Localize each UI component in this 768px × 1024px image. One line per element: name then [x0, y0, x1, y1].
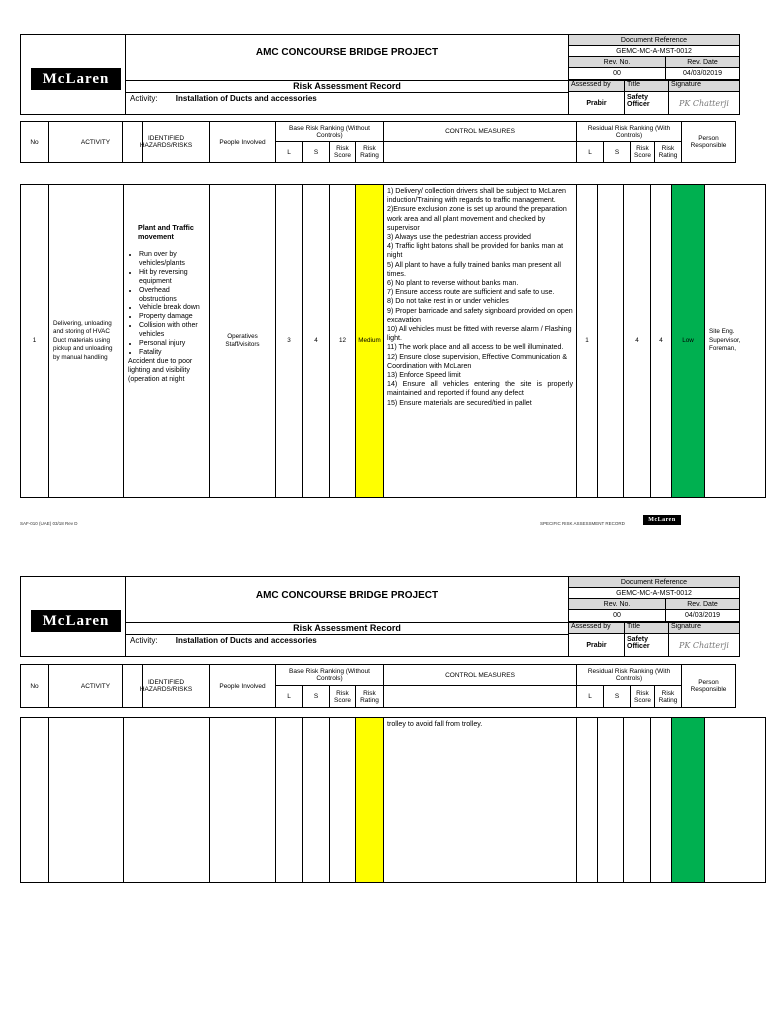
list-item: • Property damage — [139, 313, 205, 322]
footer-left: SAF-010 (UAE) 03/18 Rev D — [20, 521, 78, 526]
list-item: • Hit by reversing equipment — [139, 269, 205, 287]
res-rating-fill — [671, 717, 705, 883]
row-base-s: 4 — [302, 184, 330, 498]
row-base-score: 12 — [329, 184, 356, 498]
title-value: Safety Officer — [624, 91, 669, 115]
col-hazards: IDENTIFIED HAZARDS/RISKS — [122, 664, 210, 708]
table-row — [20, 717, 746, 883]
col-base-l: L — [275, 141, 303, 163]
column-header — [20, 121, 736, 163]
col-base-score: Risk Score — [329, 685, 356, 708]
control-item: 10) All vehicles must be fitted with reverse alarm / Flashing light. — [387, 325, 572, 343]
control-item: 14) Ensure all vehicles entering the site is properly maintained and reported if found any defect — [387, 380, 573, 398]
control-item: 6) No plant to reverse without banks man. — [387, 279, 519, 288]
col-res-s: S — [603, 685, 631, 708]
row-res-rating: Low — [671, 184, 705, 498]
record-title: Risk Assessment Record — [293, 623, 401, 633]
control-item: 4) Traffic light batons shall be provided for banks man at night — [387, 242, 564, 260]
assessed-by-label: Assessed by — [568, 622, 625, 634]
rev-date-label: Rev. Date — [665, 56, 740, 68]
control-item: 11) The work place and all access to be well illuminated. — [387, 343, 564, 352]
list-item: • Run over by vehicles/plants — [139, 251, 205, 269]
title-value: Safety Officer — [624, 633, 669, 657]
column-header — [20, 664, 736, 708]
col-base-group: Base Risk Ranking (Without Controls) — [275, 121, 384, 142]
col-res-score: Risk Score — [630, 685, 655, 708]
rev-no-label: Rev. No. — [568, 56, 666, 68]
assessed-by-value: Prabir — [568, 633, 625, 657]
record-title: Risk Assessment Record — [293, 81, 401, 91]
col-residual-group: Residual Risk Ranking (With Controls) — [576, 121, 682, 142]
col-base-s: S — [302, 141, 330, 163]
hazard-title: Plant and Traffic movement — [138, 223, 194, 241]
col-no: No — [20, 664, 49, 708]
base-rating-fill — [355, 717, 384, 883]
row-res-s: 4 — [623, 184, 651, 498]
signature-label: Signature — [668, 622, 740, 634]
list-item: • Fatality — [139, 349, 205, 358]
col-person: Person Responsible — [681, 121, 736, 163]
doc-ref-value: GEMC-MC-A-MST-0012 — [568, 587, 740, 599]
row-activity: Delivering, unloading and storing of HVAC Duct materials using pickup and unloading by manual handling — [53, 319, 113, 361]
signature-image: PK Chatterji — [668, 633, 740, 657]
list-item: • Vehicle break down — [139, 304, 205, 313]
rev-no-label: Rev. No. — [568, 598, 666, 610]
rev-no-value: 00 — [568, 609, 666, 622]
activity-label: Activity: — [130, 94, 158, 103]
list-item: • Collision with other vehicles — [139, 322, 205, 340]
col-res-rating: Risk Rating — [654, 685, 682, 708]
doc-ref-value: GEMC-MC-A-MST-0012 — [568, 45, 740, 57]
control-item: 8) Do not take rest in or under vehicles — [387, 297, 509, 306]
control-item: 12) Ensure close supervision, Effective Communication & Coordination with McLaren — [387, 352, 568, 370]
title-label: Title — [624, 80, 669, 92]
control-item: 5) All plant to have a fully trained banks man present all times. — [387, 260, 561, 278]
col-res-s: S — [603, 141, 631, 163]
col-base-l: L — [275, 685, 303, 708]
col-no: No — [20, 121, 49, 163]
rev-date-label: Rev. Date — [665, 598, 740, 610]
list-item: • Overhead obstructions — [139, 287, 205, 305]
col-res-rating: Risk Rating — [654, 141, 682, 163]
activity-label: Activity: — [130, 636, 158, 645]
col-base-rating: Risk Rating — [355, 685, 384, 708]
list-item: • Personal injury — [139, 340, 205, 349]
signature-image: PK Chatterji — [668, 91, 740, 115]
row-base-rating: Medium — [355, 184, 384, 498]
col-activity: ACTIVITY — [48, 121, 143, 163]
row-res-score: 4 — [650, 184, 672, 498]
col-base-rating: Risk Rating — [355, 141, 384, 163]
row-person: Site Eng. Supervisor, Foreman, — [709, 328, 741, 353]
rev-date-value: 04/03/02019 — [665, 67, 740, 80]
mclaren-logo: McLaren — [31, 610, 121, 632]
control-item: 7) Ensure access route are sufficient and safe to use. — [387, 288, 555, 297]
activity-value: Installation of Ducts and accessories — [175, 94, 317, 103]
hazard-list — [128, 251, 205, 358]
table-row — [20, 184, 746, 498]
mclaren-logo: McLaren — [31, 68, 121, 90]
doc-ref-label: Document Reference — [568, 34, 740, 46]
col-people: People Involved — [209, 121, 276, 163]
row-people: Operatives Staff/visitors — [209, 184, 276, 498]
control-item: 9) Proper barricade and safety signboard provided on open excavation — [387, 306, 573, 324]
col-hazards: IDENTIFIED HAZARDS/RISKS — [122, 121, 210, 163]
col-base-s: S — [302, 685, 330, 708]
rev-no-value: 00 — [568, 67, 666, 80]
hazard-tail: Accident due to poor lighting and visibility (operation at night — [128, 357, 193, 383]
col-people: People Involved — [209, 664, 276, 708]
activity-value: Installation of Ducts and accessories — [175, 636, 317, 645]
control-item: 2)Ensure exclusion zone is set up around the preparation work area and all plant movement and checked by supervisor — [387, 205, 567, 232]
title-label: Title — [624, 622, 669, 634]
control-item: 13) Enforce Speed limit — [387, 371, 461, 380]
hazards-cell — [123, 184, 210, 498]
row-no: 1 — [20, 184, 49, 498]
project-title: AMC CONCOURSE BRIDGE PROJECT — [255, 590, 439, 601]
control-measures-cell — [383, 184, 577, 498]
col-person: Person Responsible — [681, 664, 736, 708]
footer-logo: McLaren — [643, 515, 681, 525]
signature-label: Signature — [668, 80, 740, 92]
col-base-score: Risk Score — [329, 141, 356, 163]
doc-ref-label: Document Reference — [568, 576, 740, 588]
col-res-l: L — [576, 141, 604, 163]
control-item: 1) Delivery/ collection drivers shall be subject to McLaren induction/Training with regards to traffic management. — [387, 187, 566, 205]
logo-cell — [20, 576, 126, 657]
col-res-score: Risk Score — [630, 141, 655, 163]
rev-date-value: 04/03/2019 — [665, 609, 740, 622]
assessed-by-value: Prabir — [568, 91, 625, 115]
logo-cell — [20, 34, 126, 115]
assessed-by-label: Assessed by — [568, 80, 625, 92]
col-residual-group: Residual Risk Ranking (With Controls) — [576, 664, 682, 686]
control-item: 15) Ensure materials are secured/tied in pallet — [387, 398, 532, 407]
col-base-group: Base Risk Ranking (Without Controls) — [275, 664, 384, 686]
row-res-l: 1 — [576, 184, 598, 498]
control-item: 3) Always use the pedestrian access provided — [387, 233, 531, 242]
row-base-l: 3 — [275, 184, 303, 498]
footer-right: SPECIFIC RISK ASSESSMENT RECORD — [540, 521, 625, 526]
control-item: trolley to avoid fall from trolley. — [387, 720, 483, 728]
col-res-l: L — [576, 685, 604, 708]
project-title: AMC CONCOURSE BRIDGE PROJECT — [255, 47, 439, 58]
col-control: CONTROL MEASURES — [383, 121, 577, 142]
col-activity: ACTIVITY — [48, 664, 143, 708]
col-control: CONTROL MEASURES — [383, 664, 577, 686]
